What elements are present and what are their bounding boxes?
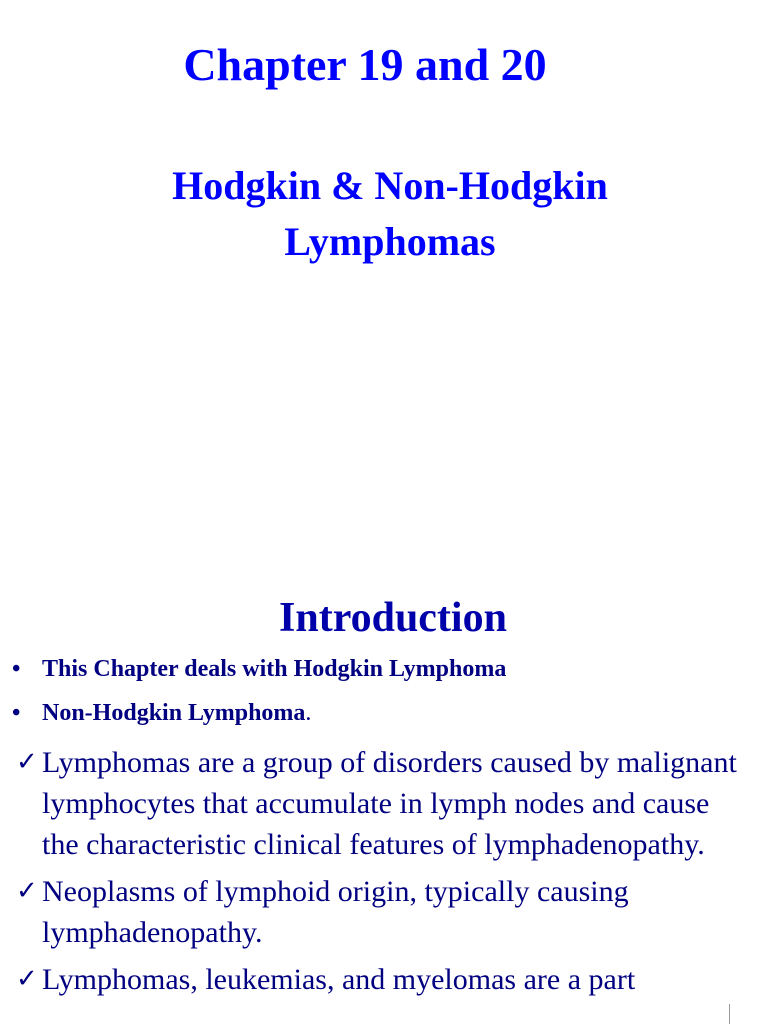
checkmark-icon: ✓ [16, 876, 38, 906]
bullet-icon: • [12, 700, 21, 726]
check-item [16, 871, 746, 953]
chapter-title: Chapter 19 and 20 [183, 39, 547, 90]
subtitle-line-2: Lymphomas [284, 219, 496, 264]
check-text: Lymphomas, leukemias, and myelomas are a part [42, 963, 636, 996]
bullet-text: Non-Hodgkin Lymphoma [42, 700, 306, 726]
bullet-suffix: . [305, 700, 312, 726]
bullet-text: This Chapter deals with Hodgkin Lymphoma [42, 656, 507, 682]
check-item [16, 742, 746, 865]
check-item [16, 959, 746, 1000]
slide-subtitle [0, 158, 768, 270]
introduction-slide [0, 576, 768, 1024]
subtitle-line-1: Hodgkin & Non-Hodgkin [172, 163, 608, 208]
bullet-list [12, 654, 752, 742]
checkmark-icon: ✓ [16, 747, 38, 777]
check-text: Lymphomas are a group of disorders caused by malignant lymphocytes that accumulate in lymph nodes and cause the characteristic clinical features of lymphadenopathy. [42, 746, 737, 861]
bullet-icon: • [12, 656, 21, 682]
introduction-title: Introduction [279, 595, 507, 641]
check-list [16, 742, 746, 1006]
check-text: Neoplasms of lymphoid origin, typically causing lymphadenopathy. [42, 875, 629, 949]
bullet-item [12, 698, 752, 728]
slide-edge-divider [729, 1004, 730, 1024]
bullet-item [12, 654, 752, 684]
checkmark-icon: ✓ [16, 964, 38, 994]
